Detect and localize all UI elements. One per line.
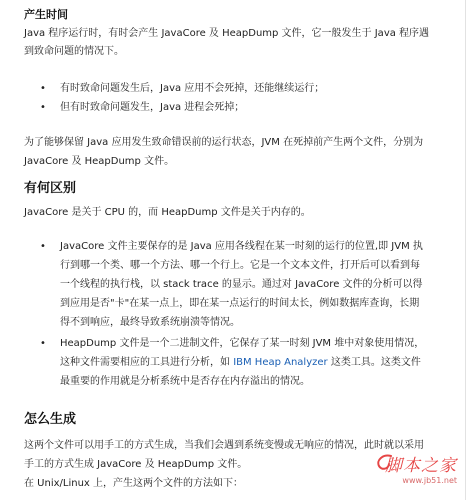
bullet-icon: • <box>40 241 46 252</box>
list-item <box>40 334 425 353</box>
ibm-heap-analyzer-link[interactable]: IBM Heap Analyzer <box>233 357 328 368</box>
list-item-text: 得不到响应，最终导致系统崩溃等情况。 <box>60 317 240 328</box>
list-item-text: 但有时致命问题发生，Java 进程会死掉； <box>60 102 245 113</box>
watermark-url: www.jb51.net <box>402 476 457 485</box>
paragraph-line: Java 程序运行时，有时会产生 JavaCore 及 HeapDump 文件，它一般发生于 Java 程序遇 <box>24 28 430 39</box>
list-item <box>40 98 324 117</box>
list-item-continuation <box>60 313 423 332</box>
section-title-how-to-generate: 怎么生成 <box>24 412 77 427</box>
paragraph-line: 为了能够保留 Java 应用发生致命错误前的运行状态，JVM 在死掉前产生两个文件，分别为 <box>24 137 424 148</box>
list-item-text: 一个线程的执行栈，以 stack trace 的显示。通过对 JavaCore 文件的分析可以得 <box>60 279 423 290</box>
list-item <box>40 79 325 98</box>
watermark-text: 脚本之家 <box>385 456 457 476</box>
list-item-text: 有时致命问题发生后，Java 应用不会死掉，还能继续运行； <box>60 83 325 94</box>
paragraph-line: 在 Unix/Linux 上，产生这两个文件的方法如下： <box>24 478 244 489</box>
site-watermark <box>385 456 457 486</box>
paragraph-line: JavaCore 是关于 CPU 的，而 HeapDump 文件是关于内存的。 <box>24 207 311 218</box>
bullet-icon: • <box>40 102 46 113</box>
bullet-list <box>40 237 423 332</box>
section-title-difference: 有何区别 <box>24 181 77 196</box>
list-item-continuation <box>60 372 424 391</box>
paragraph-line: 这两个文件可以用手工的方式生成，当我们会遇到系统变慢或无响应的情况，此时就以采用 <box>24 440 424 451</box>
list-item-text: 最重要的作用就是分析系统中是否存在内存溢出的情况。 <box>60 376 310 387</box>
bullet-icon: • <box>40 83 46 94</box>
list-item-continuation <box>60 275 423 294</box>
bullet-list <box>40 79 325 117</box>
list-item-continuation <box>60 353 424 372</box>
list-item <box>40 237 423 256</box>
swirl-icon <box>373 452 395 474</box>
paragraph-line: 手工的方式生成 JavaCore 及 HeapDump 文件。 <box>24 459 248 470</box>
section-title-when-generated: 产生时间 <box>24 8 68 21</box>
list-item-text: HeapDump 文件是一个二进制文件，它保存了某一时刻 JVM 堆中对象使用情况， <box>60 338 425 349</box>
bullet-icon: • <box>40 338 46 349</box>
list-item-continuation <box>60 256 423 275</box>
paragraph-line: 到致命问题的情况下。 <box>24 46 124 57</box>
list-item-text: 到应用是否"卡"在某一点上，即在某一点运行的时间太长，例如数据库查询，长期 <box>60 298 420 309</box>
bullet-list <box>40 334 425 391</box>
list-item-text: 这类工具。这类文件 <box>327 357 421 368</box>
list-item-text: 行到哪一个类、哪一个方法、哪一个行上。它是一个文本文件，打开后可以看到每 <box>60 260 420 271</box>
list-item-continuation <box>60 294 423 313</box>
list-item-text: JavaCore 文件主要保存的是 Java 应用各线程在某一时刻的运行的位置,即 JVM 执 <box>60 241 423 252</box>
list-item-text: 这种文件需要相应的工具进行分析，如 <box>60 357 234 368</box>
paragraph-line: JavaCore 及 HeapDump 文件。 <box>24 156 175 167</box>
